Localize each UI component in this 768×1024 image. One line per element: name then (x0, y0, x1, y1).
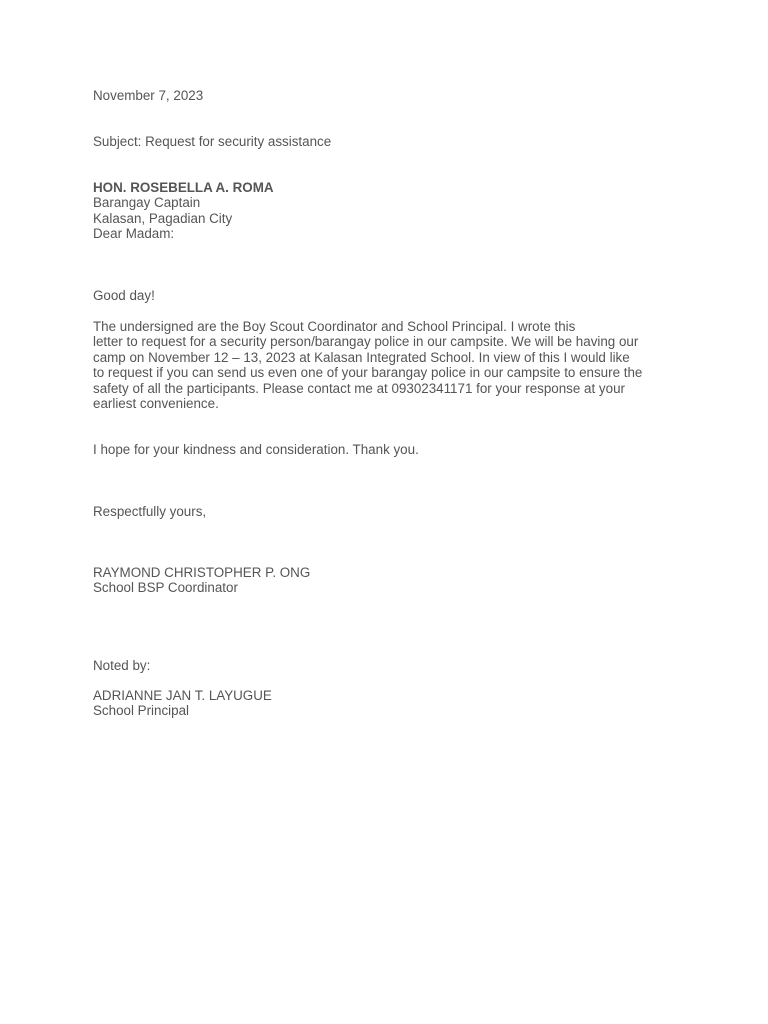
body-line: The undersigned are the Boy Scout Coordinator and School Principal. I wrote this (93, 319, 576, 334)
salutation: Dear Madam: (93, 226, 175, 242)
letter-subject: Subject: Request for security assistance (93, 134, 332, 149)
sender-name: RAYMOND CHRISTOPHER P. ONG (93, 565, 311, 580)
body-line: to request if you can send us even one of your barangay police in our campsite to ensure the (93, 365, 643, 381)
sender-signature-block (93, 565, 310, 596)
approver-signature-block (93, 688, 272, 719)
approver-name: ADRIANNE JAN T. LAYUGUE (93, 688, 272, 703)
recipient-block (93, 180, 274, 242)
body-line: safety of all the participants. Please contact me at 09302341171 for your response at your (93, 380, 625, 396)
sender-title: School BSP Coordinator (93, 580, 238, 596)
noted-by-label: Noted by: (93, 658, 151, 673)
greeting: Good day! (93, 288, 155, 303)
body-line: earliest convenience. (93, 396, 219, 412)
closing-line: I hope for your kindness and consideration. Thank you. (93, 442, 419, 457)
recipient-address: Kalasan, Pagadian City (93, 210, 233, 226)
approver-title: School Principal (93, 703, 190, 719)
body-line: letter to request for a security person/barangay police in our campsite. We will be having our (93, 334, 639, 350)
body-paragraph (93, 319, 642, 411)
complimentary-close: Respectfully yours, (93, 504, 207, 519)
letter-date: November 7, 2023 (93, 88, 204, 103)
recipient-name: HON. ROSEBELLA A. ROMA (93, 180, 274, 195)
body-line: camp on November 12 – 13, 2023 at Kalasan Integrated School. In view of this I would like (93, 349, 630, 365)
recipient-title: Barangay Captain (93, 195, 201, 211)
